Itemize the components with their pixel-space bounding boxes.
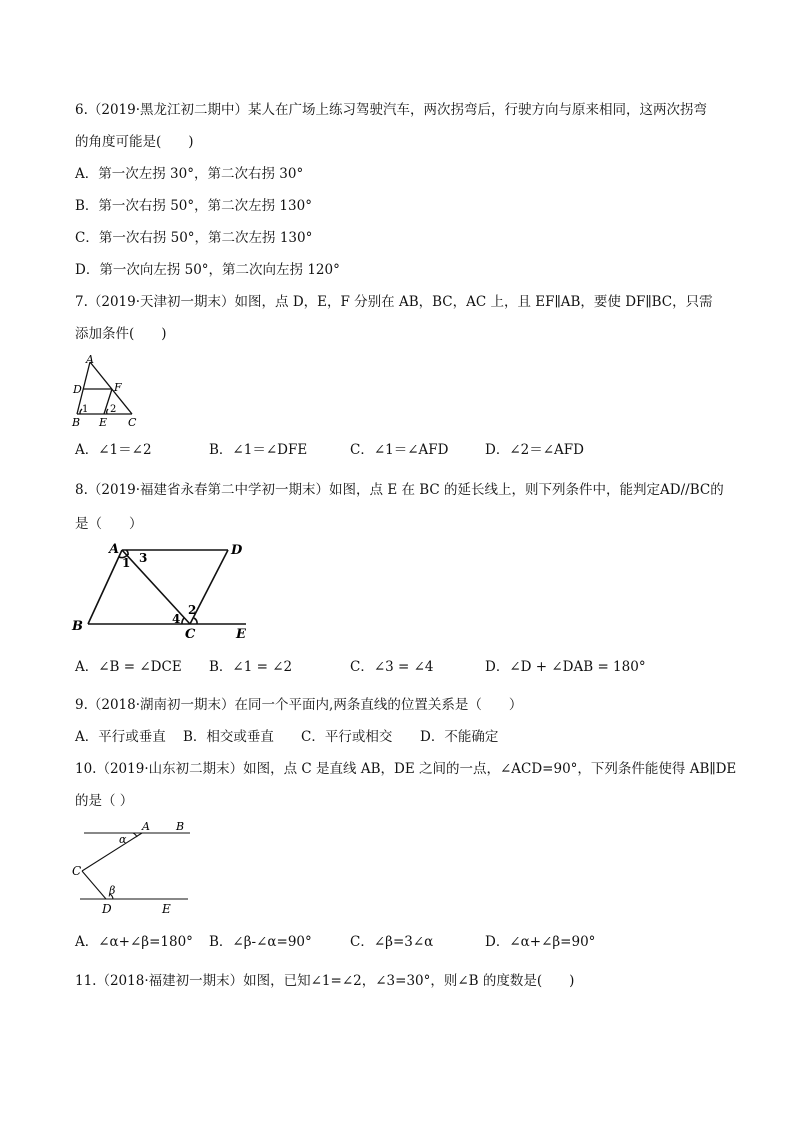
q7-label-a: A	[86, 354, 94, 366]
q8-label-a: A	[109, 542, 120, 557]
q7-stem-line1: 7.（2019·天津初一期末）如图，点 D，E，F 分别在 AB，BC，AC 上，且 EF∥AB，要使 DF∥BC，只需	[75, 294, 713, 310]
q10-label-alpha: α	[119, 833, 127, 846]
q10-label-a: A	[142, 820, 150, 833]
q8-option-d: D．∠D + ∠DAB = 180°	[485, 659, 646, 675]
q7-label-e: E	[99, 416, 108, 429]
q10-stem-line2: 的是（ ）	[75, 793, 134, 809]
q8-label-b: B	[72, 619, 83, 634]
q9-option-a: A．平行或垂直	[75, 729, 166, 745]
q8-label-c: C	[185, 627, 196, 642]
q8-label-e: E	[236, 627, 246, 642]
q8-angle-3: 3	[139, 551, 148, 565]
q10-option-b: B．∠β-∠α=90°	[209, 934, 312, 950]
q10-label-c: C	[72, 864, 82, 878]
q7-angle-1: 1	[82, 404, 89, 415]
q7-angle-2: 2	[110, 404, 117, 415]
q8-option-c: C．∠3 = ∠4	[350, 659, 434, 675]
q7-option-b: B．∠1＝∠DFE	[209, 442, 308, 458]
q7-option-a: A．∠1＝∠2	[75, 442, 152, 458]
q10-label-e: E	[162, 902, 171, 916]
q10-option-d: D．∠α+∠β=90°	[485, 934, 596, 950]
q7-triangle-figure	[70, 354, 145, 430]
q11-stem-line1: 11.（2018·福建初一期末）如图，已知∠1=∠2，∠3=30°，则∠B 的度数是( )	[75, 973, 575, 989]
q8-stem-line1: 8.（2019·福建省永春第二中学初一期末）如图，点 E 在 BC 的延长线上，则下列条件中，能判定AD//BC的	[75, 482, 724, 498]
q9-option-d: D．不能确定	[420, 729, 499, 745]
q7-stem-line2: 添加条件( )	[75, 326, 167, 342]
q10-label-b: B	[176, 820, 185, 833]
q10-option-c: C．∠β=3∠α	[350, 934, 434, 950]
q7-label-b: B	[72, 416, 81, 429]
q7-label-f: F	[114, 381, 122, 394]
q7-option-c: C．∠1＝∠AFD	[350, 442, 449, 458]
q7-label-c: C	[128, 416, 137, 429]
q8-parallelogram-figure	[66, 540, 261, 644]
q8-option-b: B．∠1 = ∠2	[209, 659, 293, 675]
q6-stem-line1: 6.（2019·黑龙江初二期中）某人在广场上练习驾驶汽车，两次拐弯后，行驶方向与原来相同，这两次拐弯	[75, 102, 708, 118]
q8-angle-4: 4	[172, 612, 181, 626]
q9-option-c: C．平行或相交	[301, 729, 393, 745]
q8-label-d: D	[231, 543, 243, 558]
q7-label-d: D	[73, 383, 82, 396]
q8-stem-line2: 是（ ）	[75, 516, 143, 532]
q6-option-c: C．第一次右拐 50°，第二次左拐 130°	[75, 230, 313, 246]
q9-option-b: B．相交或垂直	[183, 729, 274, 745]
q8-angle-1: 1	[122, 556, 131, 570]
q10-label-d: D	[102, 902, 112, 916]
q10-option-a: A．∠α+∠β=180°	[75, 934, 193, 950]
q8-angle-2: 2	[188, 603, 197, 617]
q9-stem-line1: 9.（2018·湖南初一期末）在同一个平面内,两条直线的位置关系是（ ）	[75, 697, 523, 713]
q8-option-a: A．∠B = ∠DCE	[75, 659, 182, 675]
q10-parallel-lines-figure	[66, 816, 196, 916]
q7-option-d: D．∠2＝∠AFD	[485, 442, 584, 458]
q6-option-b: B．第一次右拐 50°，第二次左拐 130°	[75, 198, 312, 214]
q6-option-d: D．第一次向左拐 50°，第二次向左拐 120°	[75, 262, 340, 278]
q6-stem-line2: 的角度可能是( )	[75, 134, 194, 150]
q6-option-a: A．第一次左拐 30°，第二次右拐 30°	[75, 166, 304, 182]
q10-stem-line1: 10.（2019·山东初二期末）如图，点 C 是直线 AB，DE 之间的一点，∠ACD=90°，下列条件能使得 AB∥DE	[75, 761, 737, 777]
q10-label-beta: β	[109, 884, 116, 897]
